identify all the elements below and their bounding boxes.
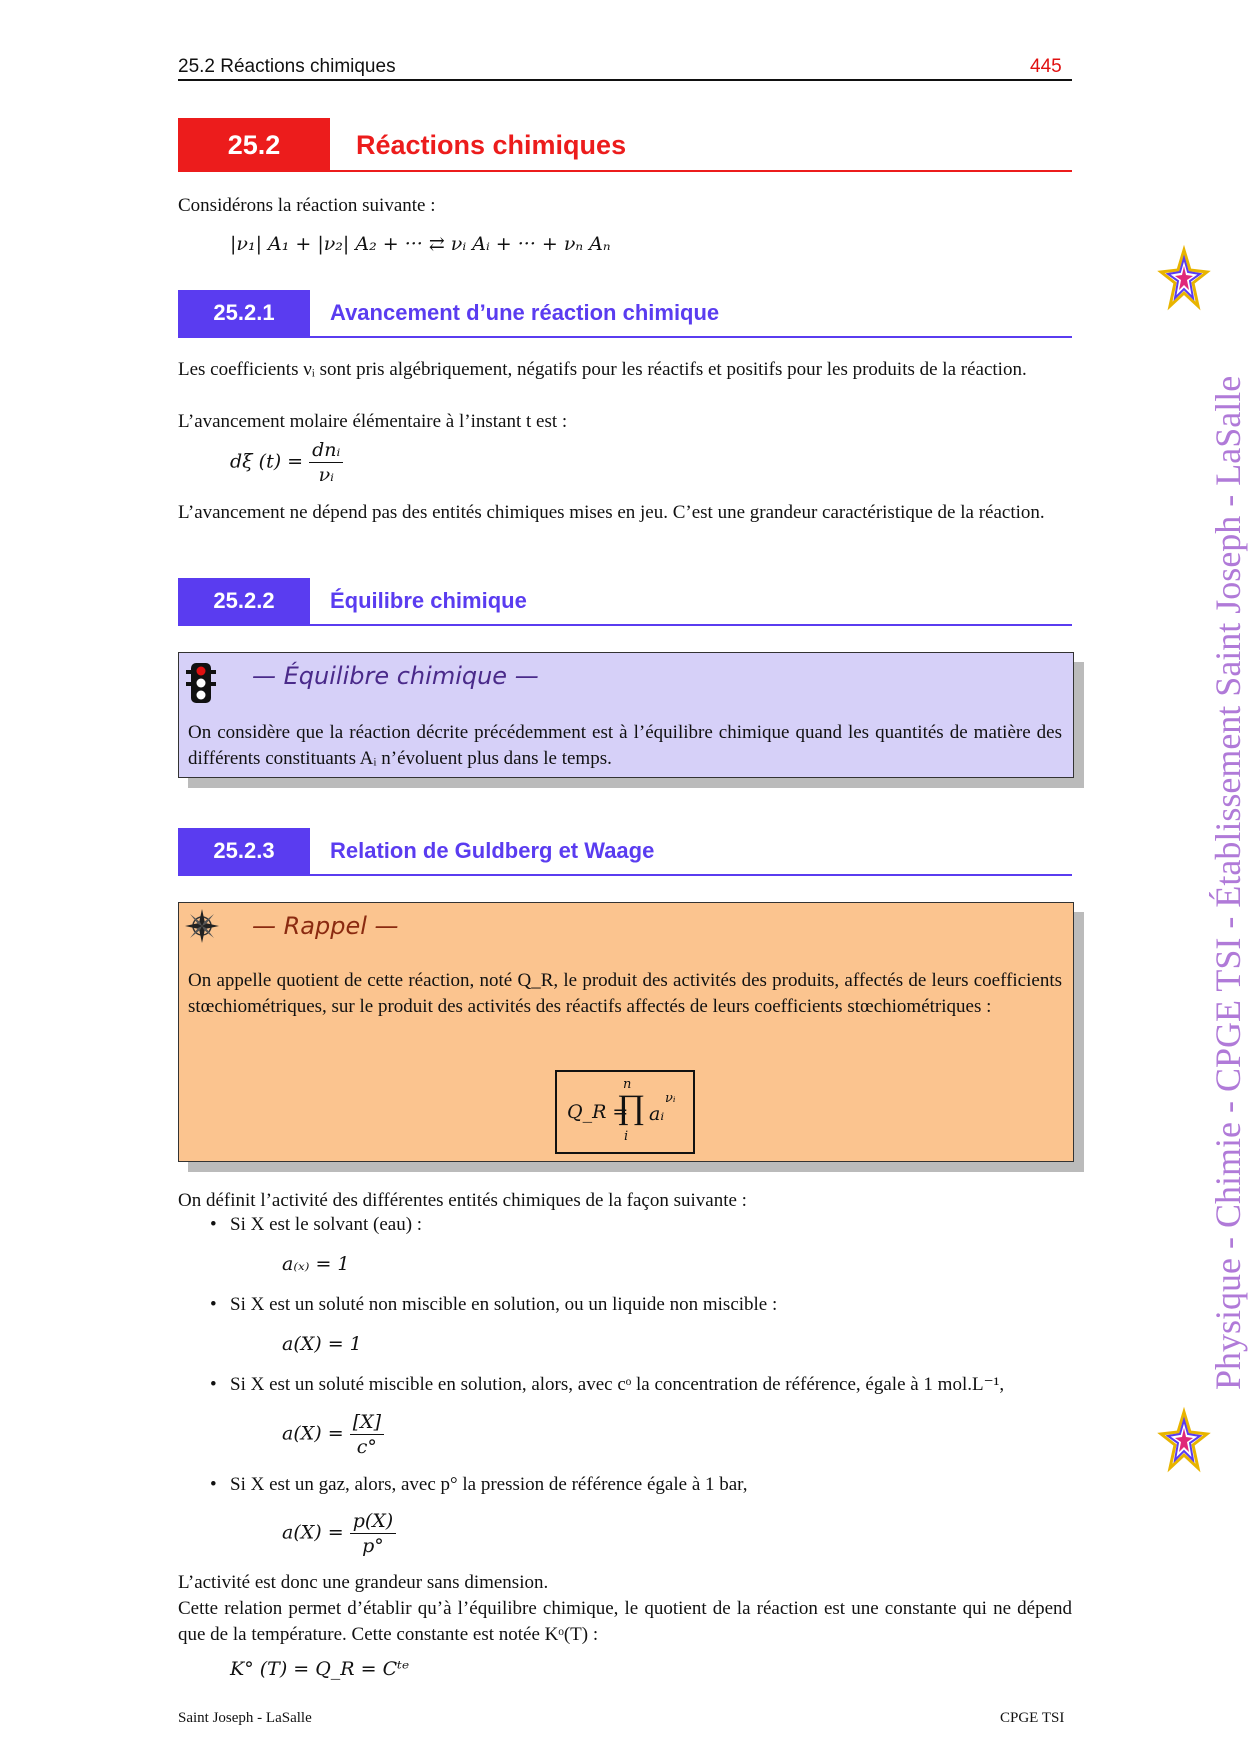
school-logo-top xyxy=(1160,248,1208,318)
header-rule xyxy=(178,79,1072,81)
sub1-paragraph-3: L’avancement ne dépend pas des entités chimiques mises en jeu. C’est une grandeur caractéristique de la réaction. xyxy=(178,502,1045,523)
page-number: 445 xyxy=(1030,56,1062,77)
product-upper-bound: n xyxy=(623,1077,632,1092)
bullet-1-text: Si X est le solvant (eau) : xyxy=(230,1214,423,1235)
subsection-3-number: 25.2.3 xyxy=(178,828,310,874)
bullet-2-marker: • xyxy=(210,1294,217,1315)
pressure-fraction xyxy=(350,1509,397,1558)
equilibrium-constant-equation: K° (T) = Q_R = Cᵗᵉ xyxy=(230,1658,410,1680)
footer-right: CPGE TSI xyxy=(1000,1710,1065,1726)
section-rule xyxy=(178,170,1072,172)
bullet-3-text: Si X est un soluté miscible en solution, alors, avec cᵒ la concentration de référence, égale à 1 mol.L⁻¹, xyxy=(230,1374,1005,1395)
section-number: 25.2 xyxy=(178,118,330,172)
running-header-title: 25.2 Réactions chimiques xyxy=(178,56,396,77)
footer-left: Saint Joseph - LaSalle xyxy=(178,1710,312,1726)
product-symbol: ∏ xyxy=(617,1089,645,1126)
bullet-1-equation: a₍ₓ₎ = 1 xyxy=(282,1253,350,1275)
pressure-numerator: p(X) xyxy=(350,1509,397,1534)
bullet-4-eq-lhs: a(X) = xyxy=(282,1521,344,1544)
subsection-2-rule xyxy=(178,624,1072,626)
bullet-3-eq-lhs: a(X) = xyxy=(282,1422,344,1445)
advancement-equation xyxy=(230,438,343,487)
reminder-box-text: On appelle quotient de cette réaction, noté Q_R, le produit des activités des produits, affectés de leurs coefficients stœchiométriques, sur le produit des activités des réactifs affectés de leurs coefficients stœchiométriques : xyxy=(188,970,1062,1017)
sub1-paragraph-1: Les coefficients νᵢ sont pris algébriquement, négatifs pour les réactifs et positifs pour les produits de la réaction. xyxy=(178,359,1027,380)
section-title: Réactions chimiques xyxy=(356,130,627,160)
advancement-fraction xyxy=(309,438,343,487)
subsection-1-title: Avancement d’une réaction chimique xyxy=(330,300,720,325)
concentration-denominator: c° xyxy=(356,1436,377,1458)
sidebar-vertical-text: Physique - Chimie - CPGE TSI - Établissement Saint Joseph - LaSalle xyxy=(1208,375,1248,1390)
equilibrium-box-title: — Équilibre chimique — xyxy=(252,662,539,690)
bullet-4-text: Si X est un gaz, alors, avec p° la pression de référence égale à 1 bar, xyxy=(230,1474,748,1495)
bullet-2-text: Si X est un soluté non miscible en solution, ou un liquide non miscible : xyxy=(230,1294,778,1315)
bullet-3-equation xyxy=(282,1410,384,1459)
subsection-2-title: Équilibre chimique xyxy=(330,588,527,613)
bullet-1-marker: • xyxy=(210,1214,217,1235)
quotient-lhs: Q_R = xyxy=(567,1101,629,1123)
subsection-2-number: 25.2.2 xyxy=(178,578,310,624)
compass-rose-icon xyxy=(184,908,220,952)
product-lower-bound: i xyxy=(624,1129,629,1144)
activity-intro: On définit l’activité des différentes entités chimiques de la façon suivante : xyxy=(178,1190,747,1211)
school-logo-bottom xyxy=(1160,1410,1208,1480)
bullet-4-equation xyxy=(282,1509,396,1558)
sub1-paragraph-2: L’avancement molaire élémentaire à l’instant t est : xyxy=(178,411,568,432)
subsection-1-rule xyxy=(178,336,1072,338)
bullet-2-equation: a(X) = 1 xyxy=(282,1333,362,1355)
conclusion-2: Cette relation permet d’établir qu’à l’équilibre chimique, le quotient de la réaction est une constante qui ne dépend que de la température. Cette constante est notée Kᵒ(T) : xyxy=(178,1598,1072,1645)
conclusion-1: L’activité est donc une grandeur sans dimension. xyxy=(178,1572,549,1593)
subsection-1-number: 25.2.1 xyxy=(178,290,310,336)
intro-text: Considérons la réaction suivante : xyxy=(178,195,436,216)
subsection-3-rule xyxy=(178,874,1072,876)
bullet-4-marker: • xyxy=(210,1474,217,1495)
bullet-3-marker: • xyxy=(210,1374,217,1395)
advancement-numerator: dnᵢ xyxy=(309,438,343,463)
concentration-numerator: [X] xyxy=(350,1410,384,1435)
equilibrium-box-text: On considère que la réaction décrite précédemment est à l’équilibre chimique quand les quantités de matière des différents constituants Aᵢ n’évoluent plus dans le temps. xyxy=(188,722,1062,769)
concentration-fraction xyxy=(350,1410,384,1459)
advancement-denominator: νᵢ xyxy=(318,464,334,486)
activity-term: aᵢ xyxy=(649,1103,665,1125)
advancement-eq-lhs: dξ (t) = xyxy=(230,450,304,473)
quotient-formula-box xyxy=(555,1070,695,1154)
activity-exponent: νᵢ xyxy=(665,1091,676,1106)
subsection-3-title: Relation de Guldberg et Waage xyxy=(330,838,655,863)
traffic-light-icon xyxy=(186,662,216,712)
pressure-denominator: p° xyxy=(362,1535,384,1557)
reminder-box-title: — Rappel — xyxy=(252,912,399,940)
reaction-equation: |ν₁| A₁ + |ν₂| A₂ + ··· ⇄ νᵢ Aᵢ + ··· + νₙ Aₙ xyxy=(230,233,611,255)
